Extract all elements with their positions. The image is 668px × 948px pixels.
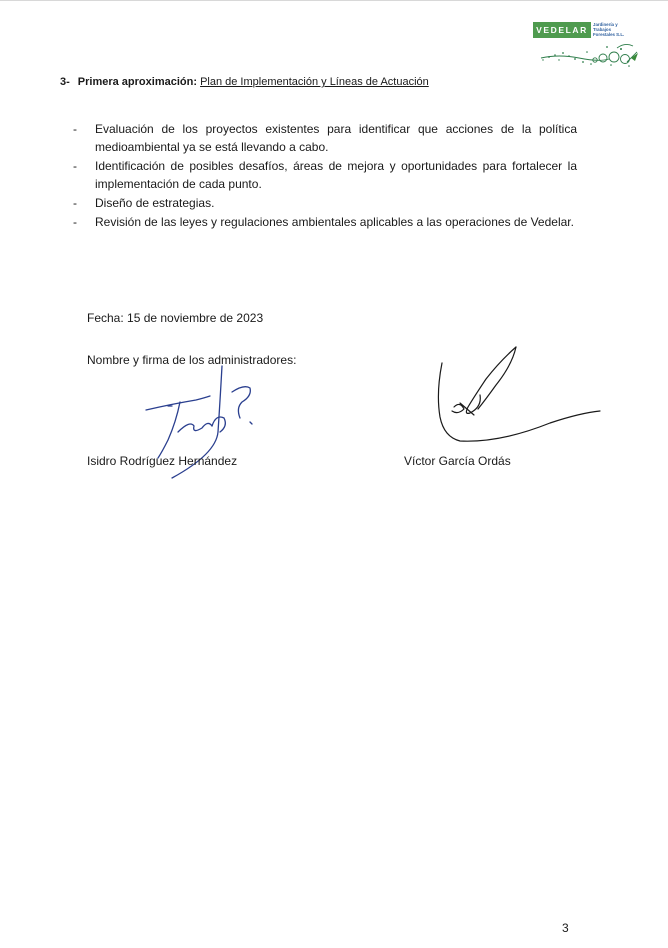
bullet-dash: - [73,159,77,173]
section-heading [60,76,429,88]
signature-victor [430,345,602,449]
logo-wordmark: VEDELAR [533,22,591,38]
bullet-text: Diseño de estrategias. [95,196,215,210]
bullet-text: Evaluación de los proyectos existentes para identificar que acciones de la política medioambiental ya se está llevando a cabo. [95,122,577,154]
section-lead: Primera aproximación: [77,76,197,88]
bullet-dash: - [73,196,77,210]
vedelar-logo [531,18,639,70]
signatory-left-name: Isidro Rodríguez Hernández [87,454,238,468]
date-line: Fecha: 15 de noviembre de 2023 [87,311,264,325]
bullet-text: Identificación de posibles desafíos, áreas de mejora y oportunidades para fortalecer la implementación de cada punto. [95,159,577,191]
logo-tagline: Jardinería y Trabajos Forestales S.L. [593,22,625,38]
bullet-dash: - [73,215,77,229]
section-title-link: Plan de Implementación y Líneas de Actuación [200,76,429,88]
top-rule [0,0,668,1]
section-number: 3- [60,76,70,88]
signatory-right-name: Víctor García Ordás [404,454,511,468]
list-item [73,194,577,212]
list-item [73,213,577,231]
bullet-list [73,120,577,232]
bullet-dash: - [73,122,77,136]
logo-leaves-icon [539,38,639,68]
list-item [73,120,577,156]
list-item [73,157,577,193]
bullet-text: Revisión de las leyes y regulaciones ambientales aplicables a las operaciones de Vedelar. [95,215,574,229]
administrators-line: Nombre y firma de los administradores: [87,353,297,367]
page-number: 3 [562,921,569,935]
